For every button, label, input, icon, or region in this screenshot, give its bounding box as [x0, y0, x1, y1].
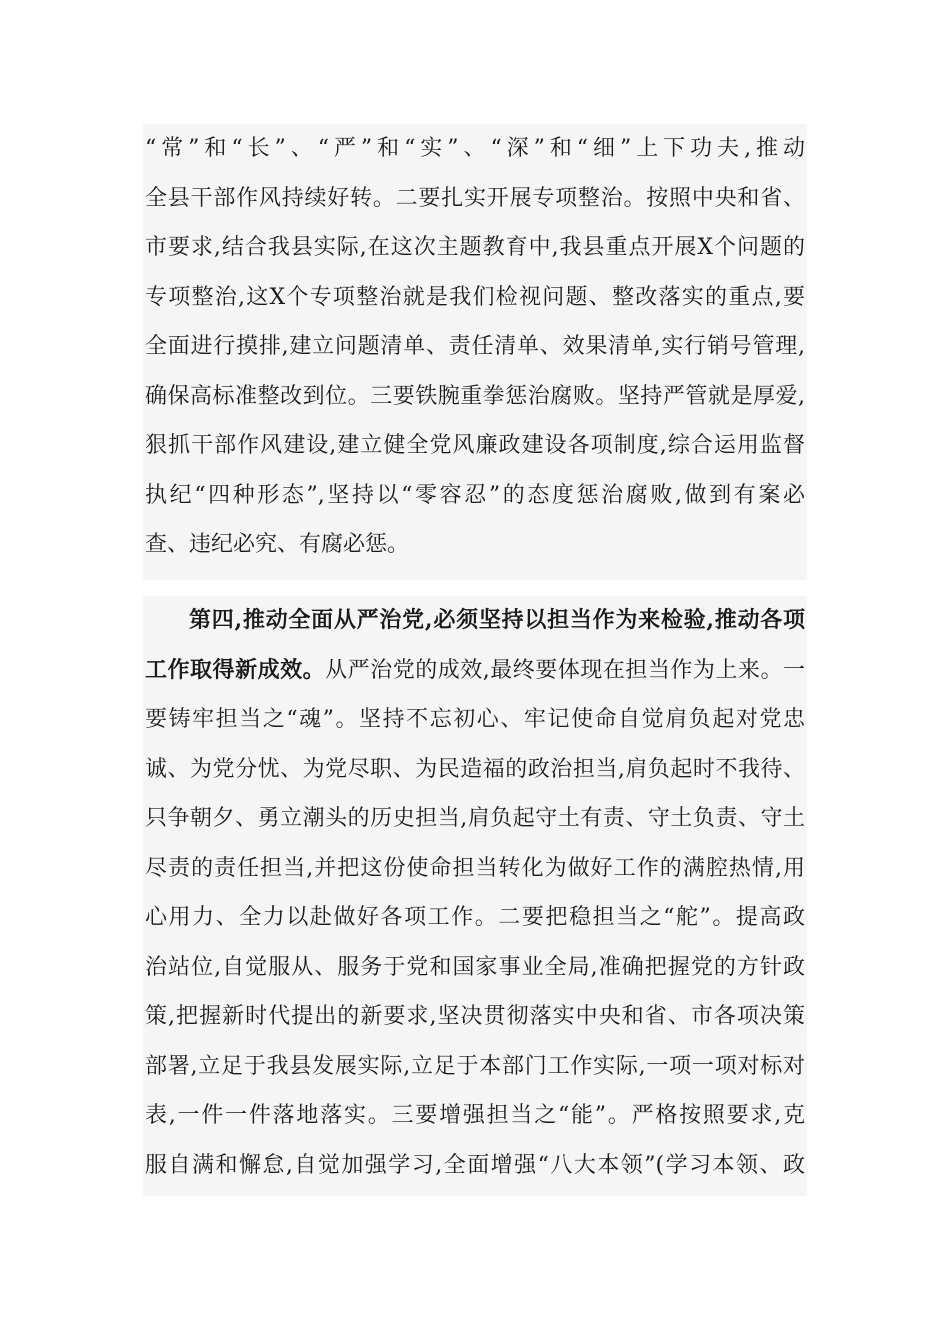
paragraph-block-2 [143, 596, 807, 1196]
text-line: 确保高标准整改到位。三要铁腕重拳惩治腐败。坚持严管就是厚爱, [145, 383, 805, 409]
section-heading-line: 第四,推动全面从严治党,必须坚持以担当作为来检验,推动各项 [189, 607, 805, 633]
text-line: “常”和“长”、“严”和“实”、“深”和“细”上下功夫,推动 [145, 136, 805, 161]
text-line: 策,把握新时代提出的新要求,坚决贯彻落实中央和省、市各项决策 [145, 1004, 805, 1029]
text-line: 只争朝夕、勇立潮头的历史担当,肩负起守土有责、守土负责、守土 [145, 806, 805, 831]
text-line: 诚、为党分忧、为党尽职、为民造福的政治担当,肩负起时不我待、 [145, 756, 805, 782]
text-line: 全面进行摸排,建立问题清单、责任清单、效果清单,实行销号管理, [145, 334, 805, 359]
text-line: 部署,立足于我县发展实际,立足于本部门工作实际,一项一项对标对 [145, 1053, 805, 1079]
text-line: 心用力、全力以赴做好各项工作。二要把稳担当之“舵”。提高政 [145, 905, 805, 930]
text-line: 全县干部作风持续好转。二要扎实开展专项整治。按照中央和省、 [145, 185, 805, 211]
text-line: 要铸牢担当之“魂”。坚持不忘初心、牢记使命自觉肩负起对党忠 [145, 707, 805, 732]
text-line: 治站位,自觉服从、服务于党和国家事业全局,准确把握党的方针政 [145, 954, 805, 980]
text-line [143, 646, 807, 696]
paragraph-block-1 [143, 124, 807, 580]
text-line: 表,一件一件落地落实。三要增强担当之“能”。严格按照要求,克 [145, 1103, 805, 1128]
text-line: 服自满和懈怠,自觉加强学习,全面增强“八大本领”(学习本领、政 [145, 1152, 805, 1178]
text-line: 查、违纪必究、有腐必惩。 [145, 532, 410, 557]
text-line: 狠抓干部作风建设,建立健全党风廉政建设各项制度,综合运用监督 [145, 433, 805, 458]
section-heading-end: 工作取得新成效。 [145, 656, 326, 683]
text-run: 从严治党的成效,最终要体现在担当作为上来。一 [325, 657, 805, 683]
text-line: 市要求,结合我县实际,在这次主题教育中,我县重点开展X个问题的 [145, 235, 805, 260]
text-line: 尽责的责任担当,并把这份使命担当转化为做好工作的满腔热情,用 [145, 855, 805, 881]
text-line: 专项整治,这X个专项整治就是我们检视问题、整改落实的重点,要 [145, 284, 805, 310]
text-line: 执纪“四种形态”,坚持以“零容忍”的态度惩治腐败,做到有案必 [145, 482, 805, 508]
